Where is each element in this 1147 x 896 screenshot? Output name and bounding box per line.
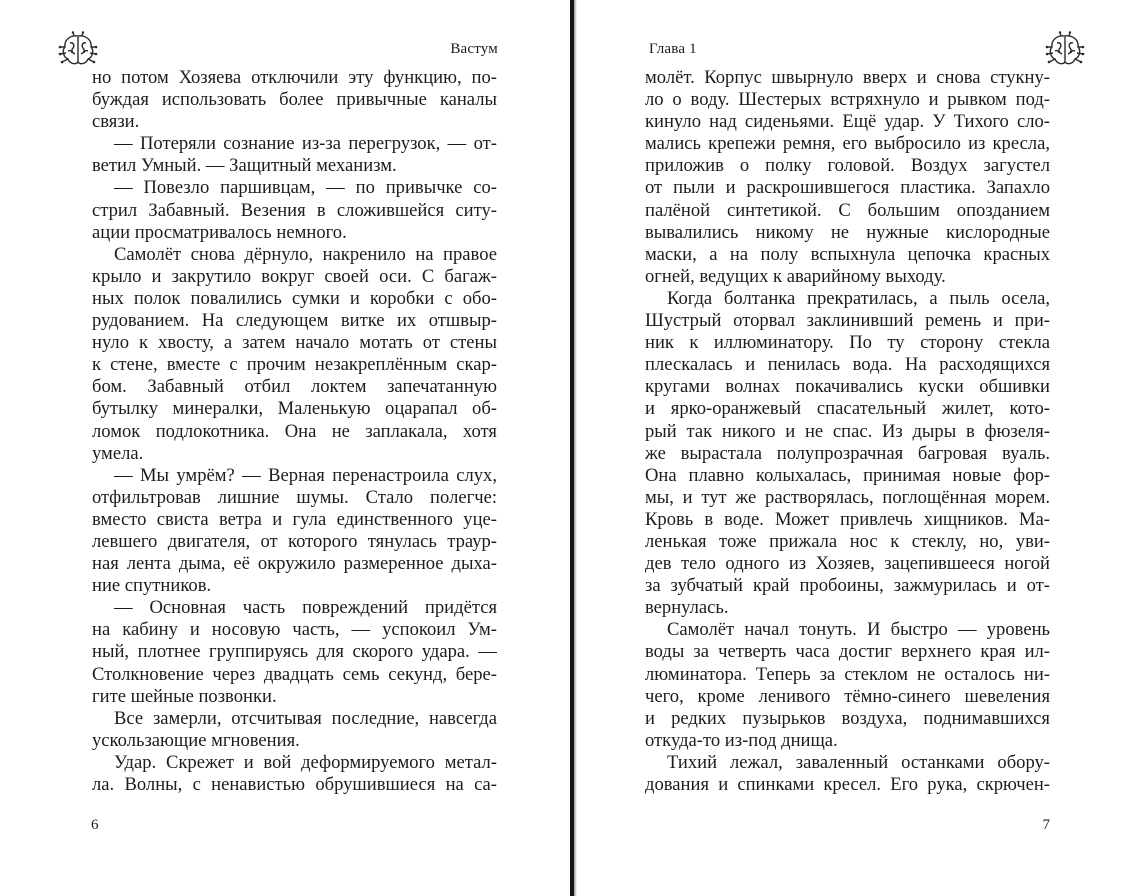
text-line: и редких пузырьков воздуха, поднимавшихся — [645, 707, 1050, 729]
text-line: маски, а на полу вспыхнула цепочка красных — [645, 243, 1050, 265]
text-line: плескалась и пенилась вода. На расходящихся — [645, 354, 1050, 376]
text-line: воды за четверть часа достиг верхнего края ил- — [645, 641, 1050, 663]
text-line: рый так никого и не спас. Из дыры в фюзеля- — [645, 420, 1050, 442]
text-line: ник к иллюминатору. По ту сторону стекла — [645, 332, 1050, 354]
text-line: но потом Хозяева отключили эту функцию, по- — [92, 67, 497, 88]
text-line: приложив о полку головой. Воздух загустел — [645, 155, 1050, 177]
left-page — [0, 0, 570, 896]
text-line: дования и спинками кресел. Его рука, скрючен- — [645, 774, 1050, 795]
text-line: мались крепежи ремня, его выбросило из кресла, — [645, 133, 1050, 155]
text-line: левшего двигателя, от которого тянулась траур- — [92, 530, 497, 552]
text-line: крыло и закрутило вокруг своей оси. С багаж- — [92, 265, 497, 287]
brain-chip-icon — [58, 31, 98, 69]
text-line: Тихий лежал, заваленный останками обору- — [667, 751, 1050, 773]
text-line: — Повезло паршивцам, — по привычке со- — [114, 177, 497, 199]
text-line: отфильтровав лишние шумы. Стало полегче: — [92, 486, 497, 508]
text-line: Шустрый оторвал заклинивший ремень и при- — [645, 310, 1050, 332]
text-line: мы, и тут же растворялась, поглощённая морем. — [645, 486, 1050, 508]
text-line: Самолёт начал тонуть. И быстро — уровень — [667, 619, 1050, 641]
text-line: ленькая тоже прижала нос к стеклу, но, уви- — [645, 530, 1050, 552]
text-line: дев тело одного из Хозяев, зацепившееся ногой — [645, 553, 1050, 575]
brain-chip-icon — [1045, 31, 1085, 69]
text-line: ная лента дыма, её окружило размеренное дыха- — [92, 553, 497, 575]
text-line: Все замерли, отсчитывая последние, навсегда — [114, 707, 497, 729]
running-head: Глава 1 — [649, 41, 697, 57]
text-line: Удар. Скрежет и вой деформируемого метал- — [114, 751, 497, 773]
text-line: — Основная часть повреждений придётся — [114, 597, 497, 619]
text-line: Она плавно колыхалась, принимая новые фор- — [645, 464, 1050, 486]
text-line: огней, ведущих к аварийному выходу. — [645, 265, 946, 287]
text-line: от пыли и раскрошившегося пластика. Запахло — [645, 177, 1050, 199]
text-line: ускользающие мгновения. — [92, 729, 300, 751]
text-line: ветил Умный. — Защитный механизм. — [92, 155, 397, 177]
text-line: же вырастала полупрозрачная багровая вуаль. — [645, 442, 1050, 464]
text-line: кругами волнах покачивались куски обшивки — [645, 376, 1050, 398]
page-number: 6 — [91, 817, 99, 833]
text-line: откуда-то из-под днища. — [645, 729, 838, 751]
text-line: ных полок повалились сумки и коробки с обо- — [92, 287, 497, 309]
text-line: на кабину и носовую часть, — успокоил Ум- — [92, 619, 497, 641]
text-line: молёт. Корпус швырнуло вверх и снова стукну- — [645, 67, 1050, 88]
text-line: умела. — [92, 442, 144, 464]
text-line: нуло к хвосту, а затем начало мотать от стены — [92, 332, 497, 354]
text-line: Кровь в воде. Может привлечь хищников. Ма- — [645, 508, 1050, 530]
text-line: люминатора. Теперь за стеклом не осталось ни- — [645, 663, 1050, 685]
text-line: связи. — [92, 111, 140, 133]
text-line: — Потеряли сознание из-за перегрузок, — от- — [114, 133, 497, 155]
text-line: бутылку минералки, Маленькую оцарапал об- — [92, 398, 497, 420]
text-line: вместо свиста ветра и гула единственного уце- — [92, 508, 497, 530]
text-line: рудованием. На следующем витке их отшвыр- — [92, 310, 497, 332]
text-line: буждая использовать более привычные каналы — [92, 89, 497, 111]
text-line: ло о воду. Шестерых встряхнуло и рывком под- — [645, 89, 1050, 111]
text-line: вернулась. — [645, 597, 729, 619]
text-line: ный, плотнее группируясь для скорого удара. — — [92, 641, 497, 663]
text-line: чего, кроме ленивого тёмно-синего шевеления — [645, 685, 1050, 707]
text-line: и ярко-оранжевый спасательный жилет, кото- — [645, 398, 1050, 420]
text-line: к стене, вместе с прочим незакреплённым скар- — [92, 354, 497, 376]
text-line: Столкновение через двадцать семь секунд, бере- — [92, 663, 497, 685]
text-line: кинуло над сиденьями. Ещё удар. У Тихого сло- — [645, 111, 1050, 133]
right-page — [577, 0, 1147, 896]
text-line: ации просматривалось немного. — [92, 221, 347, 243]
text-line: Когда болтанка прекратилась, а пыль осела, — [667, 287, 1050, 309]
text-line: палёной синтетикой. С большим опозданием — [645, 199, 1050, 221]
page-number: 7 — [1042, 817, 1050, 833]
text-line: вывалились никому не нужные кислородные — [645, 221, 1050, 243]
body-text — [92, 67, 497, 796]
text-line: бом. Забавный отбил локтем запечатанную — [92, 376, 497, 398]
text-line: ла. Волны, с ненавистью обрушившиеся на са- — [92, 774, 497, 795]
text-line: — Мы умрём? — Верная перенастроила слух, — [114, 464, 497, 486]
text-line: стрил Забавный. Везения в сложившейся ситу- — [92, 199, 497, 221]
text-line: Самолёт снова дёрнуло, накренило на правое — [114, 243, 497, 265]
text-line: ломок подлокотника. Она не заплакала, хотя — [92, 420, 497, 442]
text-line: ние спутников. — [92, 575, 212, 597]
running-head: Вастум — [450, 41, 498, 57]
text-line: гите шейные позвонки. — [92, 685, 277, 707]
body-text — [645, 67, 1050, 796]
text-line: за зубчатый край пробоины, зажмурилась и от- — [645, 575, 1050, 597]
